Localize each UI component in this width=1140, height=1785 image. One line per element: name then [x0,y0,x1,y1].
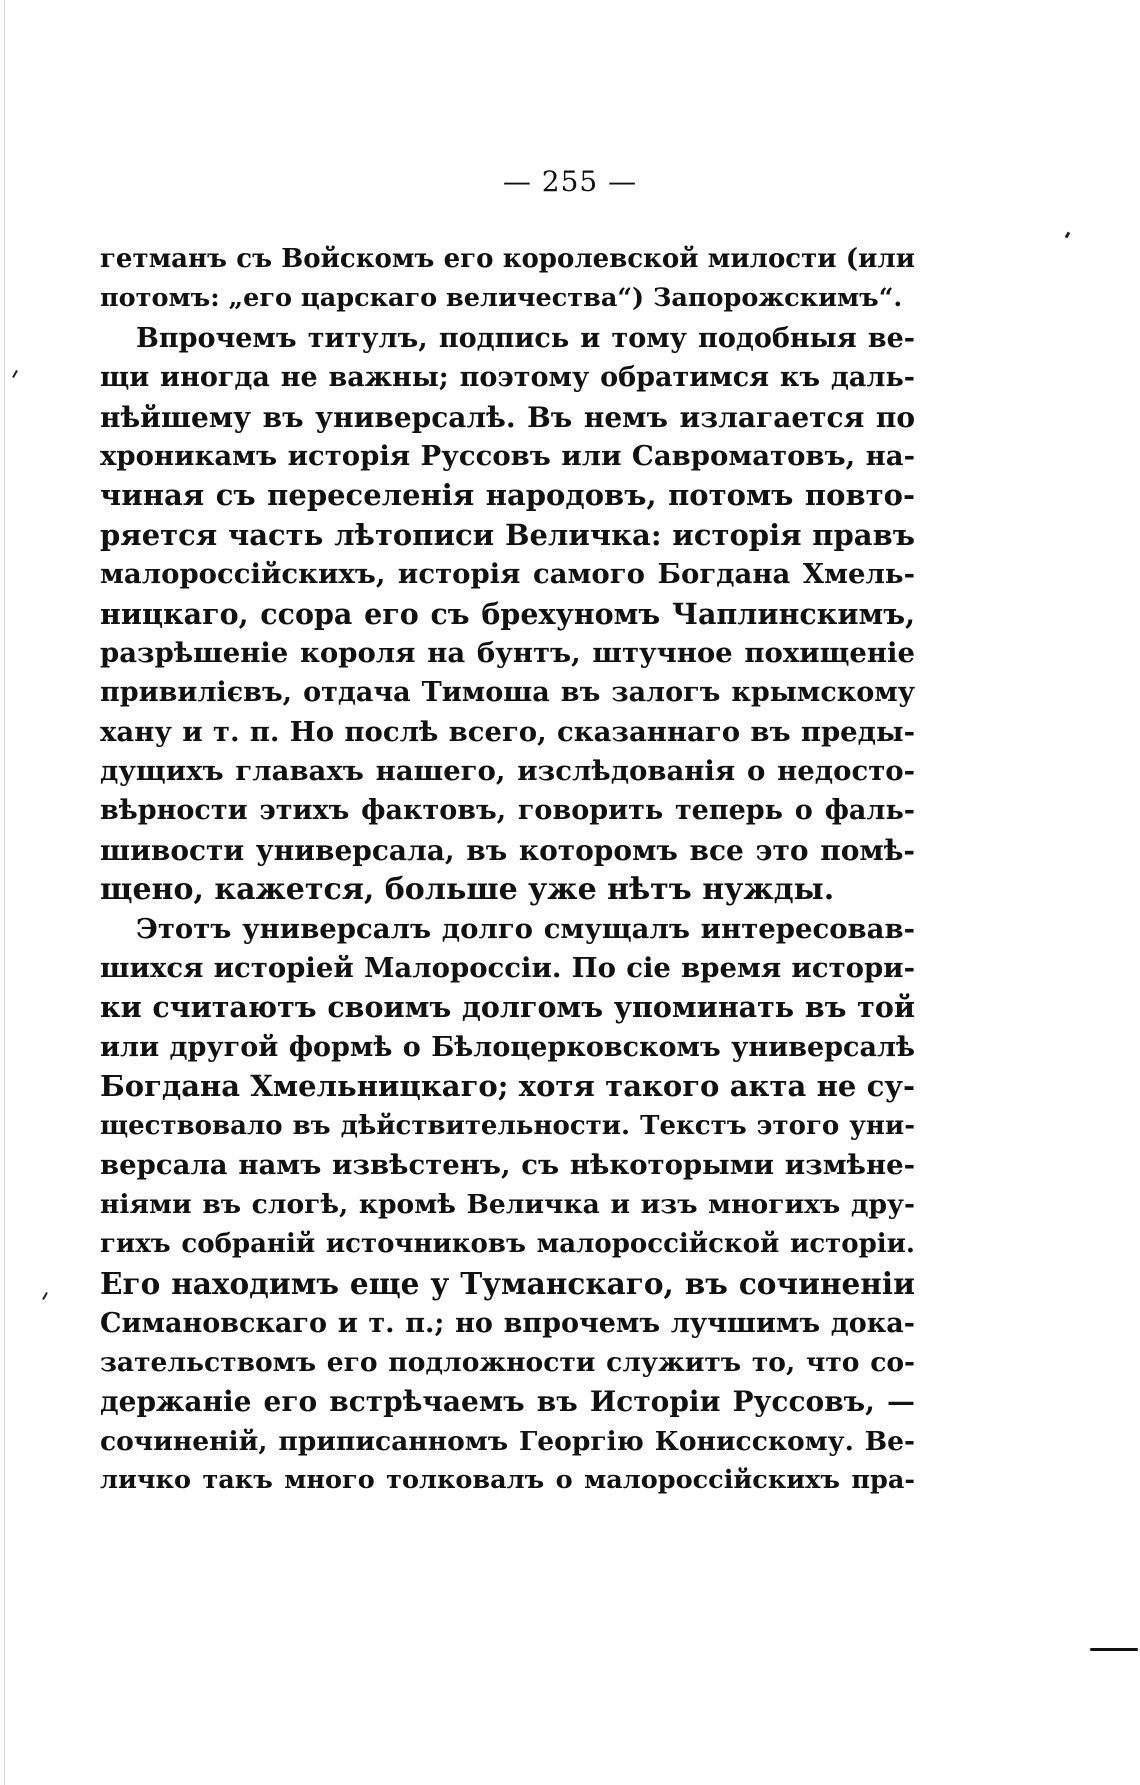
text-line: шивости универсала, въ которомъ все это помѣ- [100,833,915,867]
scan-dash-mark [1090,1648,1138,1651]
text-line: ществовало въ дѣйствительности. Текстъ этого уни- [100,1110,915,1141]
scan-speck [1065,232,1071,239]
page-number: — 255 — [502,165,638,198]
text-line: гихъ собраній источниковъ малороссійской исторіи. [100,1228,915,1259]
text-line: потомъ: „его царскаго величества“) Запорожскимъ“. [100,283,903,314]
text-line: ки считаютъ своимъ долгомъ упоминать въ той [100,990,915,1025]
text-line: нѣйшему въ универсалѣ. Въ немъ излагается по [100,400,915,434]
scan-speck [42,1292,48,1300]
text-line: малороссійскихъ, исторія самого Богдана Хмель- [100,558,915,591]
scan-edge [4,0,5,1785]
text-line: ряется часть лѣтописи Величка: исторія правъ [100,517,915,552]
text-line: Этотъ универсалъ долго смущалъ интересовав- [136,912,915,945]
scan-speck [12,370,18,378]
text-line: вѣрности этихъ фактовъ, говорить теперь о фаль- [100,795,915,827]
text-line: ницкаго, ссора его съ брехуномъ Чаплинскимъ, [100,596,915,631]
text-line: зательствомъ его подложности служитъ то, что со- [100,1346,915,1378]
text-line: гетманъ съ Войскомъ его королевской милости (или [100,244,915,274]
text-line: разрѣшеніе короля на бунтъ, штучное похищеніе [100,636,915,669]
text-line: Его находимъ еще у Туманскаго, въ сочиненіи [100,1266,915,1302]
text-line: щено, кажется, больше уже нѣтъ нужды. [100,872,835,908]
text-line: дущихъ главахъ нашего, изслѣдованія о недосто- [100,755,915,788]
text-line: личко такъ много толковалъ о малороссійскихъ пра- [100,1465,915,1496]
text-line: хану и т. п. Но послѣ всего, сказаннаго въ преды- [100,715,915,748]
text-line: шихся исторіей Малороссіи. По сіе время истори- [100,952,915,985]
text-line: привилієвъ, отдача Тимоша въ залогъ крымскому [100,677,915,709]
text-line: ніями въ слогѣ, кромѣ Величка и изъ многихъ дру- [100,1189,915,1221]
text-line: версала намъ извѣстенъ, съ нѣкоторыми измѣне- [100,1148,915,1181]
text-line: Впрочемъ титулъ, подпись и тому подобныя ве- [136,322,915,354]
text-line: Богдана Хмельницкаго; хотя такого акта не су- [100,1069,915,1104]
text-line: чиная съ переселенія народовъ, потомъ повто- [100,478,915,513]
text-line: или другой формѣ о Бѣлоцерковскомъ универсалѣ [100,1031,915,1063]
text-line: держаніе его встрѣчаемъ въ Исторіи Руссовъ, — [100,1385,915,1419]
text-line: щи иногда не важны; поэтому обратимся къ даль- [100,362,915,394]
text-line: сочиненій, приписанномъ Георгію Конисскому. Ве- [100,1425,915,1457]
body-text [100,240,915,1501]
text-line: Симановскаго и т. п.; но впрочемъ лучшимъ дока- [100,1307,915,1339]
text-line: хроникамъ исторія Руссовъ или Савроматовъ, на- [100,439,915,472]
